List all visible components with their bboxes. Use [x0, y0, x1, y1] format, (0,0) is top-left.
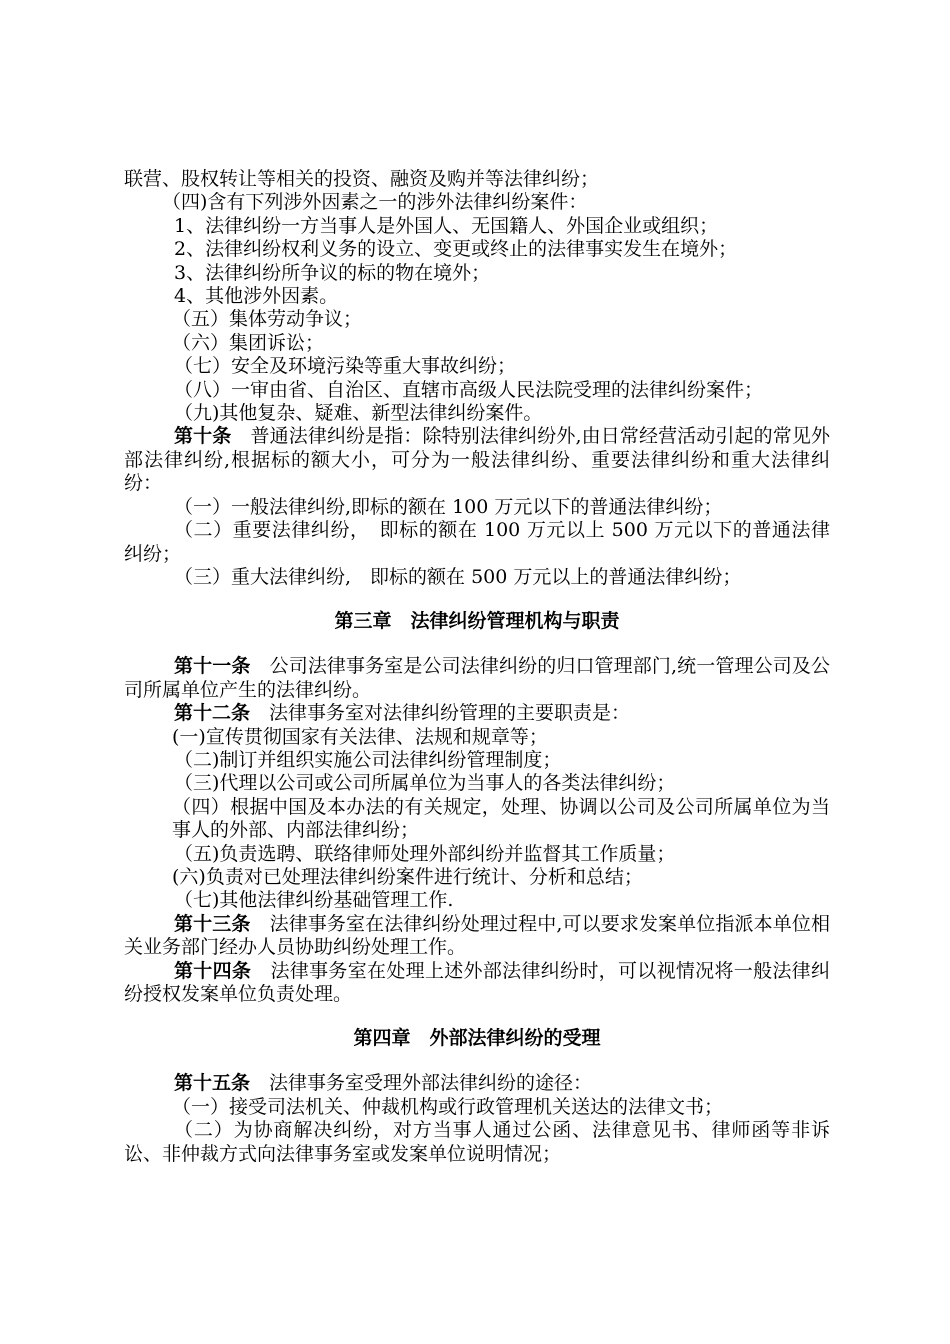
list-item: （二）为协商解决纠纷，对方当事人通过公函、法律意见书、律师函等非诉讼、非仲裁方式向法律事务室或发案单位说明情况；	[124, 1119, 830, 1165]
article-12	[124, 702, 830, 725]
article-label: 第十三条	[174, 912, 251, 935]
list-item: 4、其他涉外因素。	[174, 285, 339, 308]
list-item: 2、法律纠纷权利义务的设立、变更或终止的法律事实发生在境外；	[174, 238, 738, 261]
list-item: （八）一审由省、自治区、直辖市高级人民法院受理的法律纠纷案件；	[174, 378, 764, 401]
list-item: （九)其他复杂、疑难、新型法律纠纷案件。	[174, 402, 543, 425]
list-item: （三)代理以公司或公司所属单位为当事人的各类法律纠纷；	[174, 772, 676, 795]
list-item: (六)负责对已处理法律纠纷案件进行统计、分析和总结；	[172, 865, 643, 888]
article-label: 第十二条	[174, 702, 251, 725]
paragraph: 联营、股权转让等相关的投资、融资及购并等法律纠纷；	[124, 168, 600, 190]
article-10	[124, 425, 830, 495]
article-text: 法律事务室受理外部法律纠纷的途径：	[250, 1072, 593, 1095]
list-item: (一)宣传贯彻国家有关法律、法规和规章等；	[172, 725, 548, 748]
article-label: 第十四条	[174, 959, 252, 982]
article-label: 第十五条	[174, 1072, 251, 1095]
article-14	[124, 960, 830, 1007]
document-body	[124, 168, 830, 1166]
list-item: （七)其他法律纠纷基础管理工作.	[174, 889, 454, 912]
article-text: 普通法律纠纷是指：除特别法律纠纷外,由日常经营活动引起的常见外部法律纠纷,根据标的额大小，可分为一般法律纠纷、重要法律纠纷和重大法律纠纷：	[124, 425, 830, 495]
article-text: 公司法律事务室是公司法律纠纷的归口管理部门,统一管理公司及公司所属单位产生的法律纠纷。	[124, 655, 830, 701]
article-text: 法律事务室对法律纠纷管理的主要职责是：	[250, 702, 631, 725]
list-item: （四）根据中国及本办法的有关规定，处理、协调以公司及公司所属单位为当事人的外部、内部法律纠纷；	[172, 795, 830, 842]
list-item: （一）接受司法机关、仲裁机构或行政管理机关送达的法律文书；	[172, 1095, 724, 1118]
list-item: （三）重大法律纠纷, 即标的额在 500 万元以上的普通法律纠纷；	[174, 565, 742, 588]
list-item: （七）安全及环境污染等重大事故纠纷；	[174, 355, 517, 378]
article-15	[124, 1072, 830, 1095]
article-label: 第十条	[174, 425, 232, 448]
list-item: （五）集体劳动争议；	[172, 308, 363, 331]
list-item: 1、法律纠纷一方当事人是外国人、无国籍人、外国企业或组织；	[174, 214, 719, 237]
list-item: （二)制订并组织实施公司法律纠纷管理制度；	[174, 748, 562, 771]
article-13	[124, 913, 830, 960]
paragraph: （四)含有下列涉外因素之一的涉外法律纠纷案件：	[162, 191, 588, 214]
list-item: （五)负责选聘、联络律师处理外部纠纷并监督其工作质量；	[174, 842, 676, 865]
chapter-heading: 第四章 外部法律纠纷的受理	[353, 1027, 601, 1050]
article-label: 第十一条	[174, 655, 251, 678]
list-item: （二）重要法律纠纷， 即标的额在 100 万元以上 500 万元以下的普通法律纠纷；	[124, 519, 830, 565]
list-item: 3、法律纠纷所争议的标的物在境外；	[174, 261, 491, 284]
list-item: （六）集团诉讼；	[172, 331, 325, 354]
chapter-heading: 第三章 法律纠纷管理机构与职责	[334, 610, 620, 633]
list-item: （一）一般法律纠纷,即标的额在 100 万元以下的普通法律纠纷；	[174, 495, 723, 518]
article-text: 法律事务室在法律纠纷处理过程中,可以要求发案单位指派本单位相关业务部门经办人员协助纠纷处理工作。	[124, 912, 830, 959]
article-text: 法律事务室在处理上述外部法律纠纷时，可以视情况将一般法律纠纷授权发案单位负责处理。	[124, 959, 830, 1005]
article-11	[124, 655, 830, 702]
